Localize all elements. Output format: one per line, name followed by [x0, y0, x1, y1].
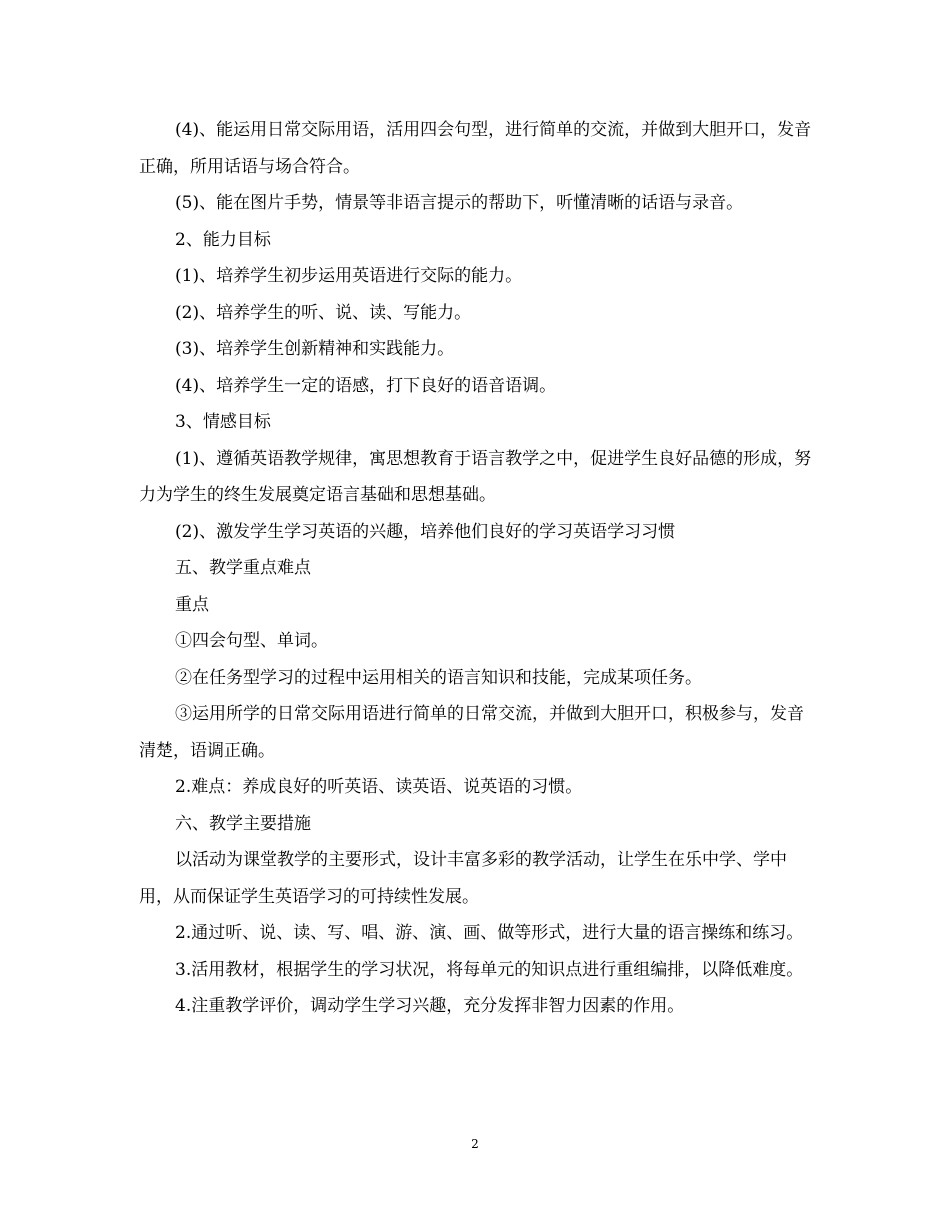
paragraph: 2.难点：养成良好的听英语、读英语、说英语的习惯。 — [175, 777, 583, 797]
paragraph: (3)、培养学生创新精神和实践能力。 — [175, 339, 455, 359]
paragraph: 2.通过听、说、读、写、唱、游、演、画、做等形式，进行大量的语言操练和练习。 — [175, 923, 804, 943]
paragraph: (2)、培养学生的听、说、读、写能力。 — [175, 302, 472, 323]
paragraph: (5)、能在图片手势，情景等非语言提示的帮助下，听懂清晰的话语与录音。 — [175, 193, 744, 213]
paragraph: (1)、遵循英语教学规律，寓思想教育于语言教学之中，促进学生良好品德的形成，努力为学生的终生发展奠定语言基础和思想基础。 — [139, 448, 812, 505]
paragraph: (1)、培养学生初步运用英语进行交际的能力。 — [175, 266, 523, 286]
section-heading: 3、情感目标 — [175, 412, 271, 432]
subsection-heading: 重点 — [175, 594, 209, 615]
page-number: 2 — [471, 1137, 479, 1151]
section-heading: 六、教学主要措施 — [175, 813, 311, 834]
document-body — [139, 112, 819, 1025]
paragraph: (4)、能运用日常交际用语，活用四会句型，进行简单的交流，并做到大胆开口，发音正确，所用话语与场合符合。 — [139, 120, 812, 177]
paragraph: 4.注重教学评价，调动学生学习兴趣，充分发挥非智力因素的作用。 — [175, 996, 685, 1016]
paragraph: 以活动为课堂教学的主要形式，设计丰富多彩的教学活动，让学生在乐中学、学中用，从而保证学生英语学习的可持续性发展。 — [139, 850, 787, 907]
paragraph: ①四会句型、单词。 — [175, 631, 328, 651]
section-heading: 2、能力目标 — [175, 229, 271, 250]
paragraph: ③运用所学的日常交际用语进行简单的日常交流，并做到大胆开口，积极参与，发音清楚，语调正确。 — [139, 704, 804, 761]
paragraph: ②在任务型学习的过程中运用相关的语言知识和技能，完成某项任务。 — [175, 667, 702, 688]
section-heading: 五、教学重点难点 — [175, 558, 311, 578]
paragraph: 3.活用教材，根据学生的学习状况，将每单元的知识点进行重组编排，以降低难度。 — [175, 959, 804, 980]
paragraph: (2)、激发学生学习英语的兴趣，培养他们良好的学习英语学习习惯 — [175, 521, 676, 542]
paragraph: (4)、培养学生一定的语感，打下良好的语音语调。 — [175, 375, 557, 396]
